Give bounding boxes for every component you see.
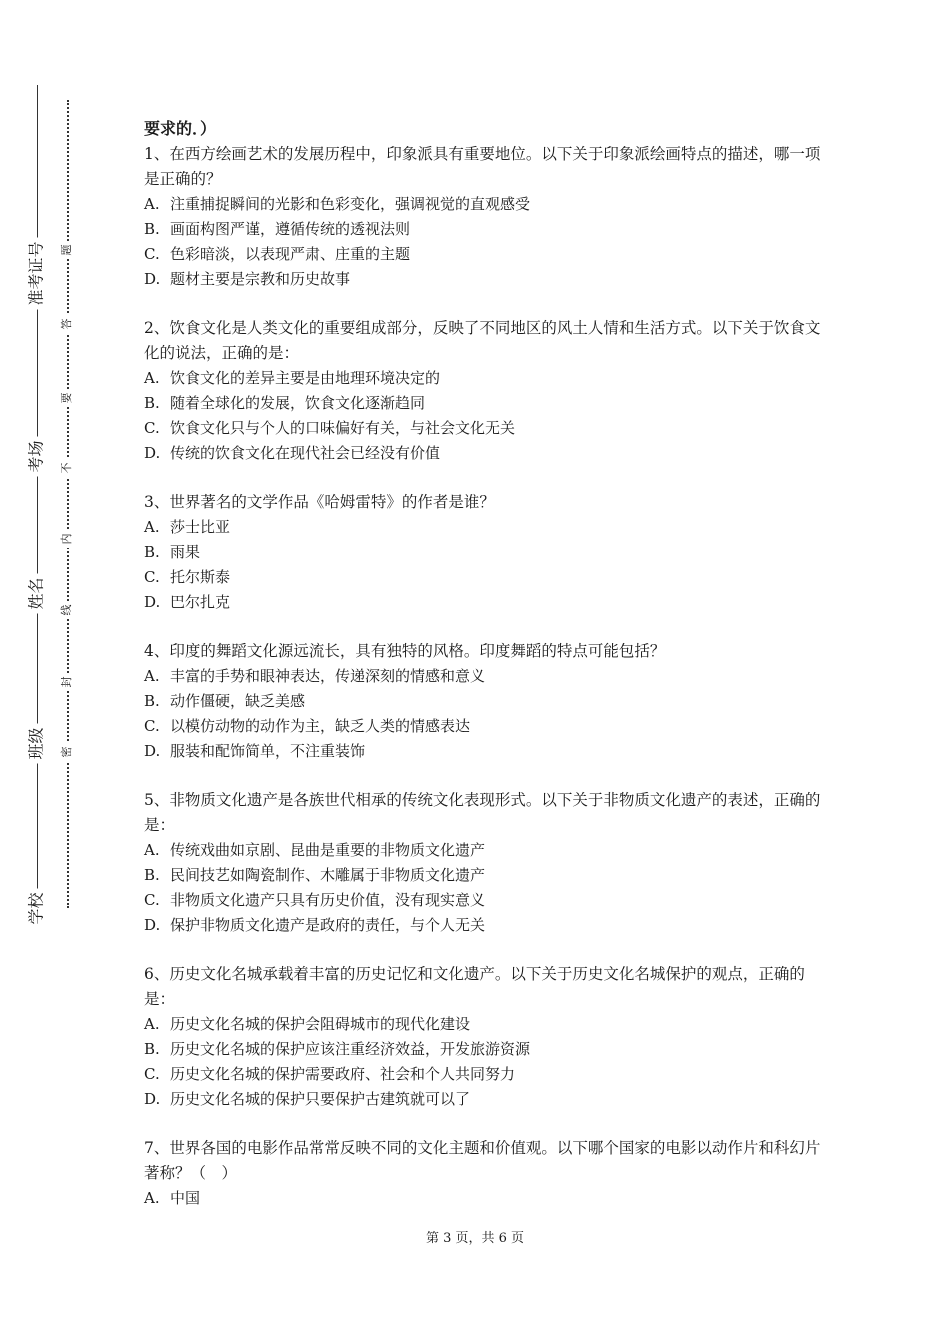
option-d bbox=[144, 1087, 824, 1112]
option-text: 雨果 bbox=[170, 543, 201, 561]
option-text: 丰富的手势和眼神表达，传递深刻的情感和意义 bbox=[170, 667, 486, 685]
seal-char: 封 bbox=[61, 673, 73, 691]
option-letter: A. bbox=[144, 369, 160, 387]
option-text: 饮食文化的差异主要是由地理环境决定的 bbox=[170, 369, 441, 387]
option-d bbox=[144, 913, 824, 938]
binding-dotted-line bbox=[67, 100, 69, 908]
option-letter: C. bbox=[144, 891, 160, 909]
option-letter: A. bbox=[144, 667, 160, 685]
option-letter: C. bbox=[144, 419, 160, 437]
option-letter: D. bbox=[144, 1090, 161, 1108]
question-stem: 5、非物质文化遗产是各族世代相承的传统文化表现形式。以下关于非物质文化遗产的表述，正确的是： bbox=[144, 791, 821, 834]
option-text: 色彩暗淡，以表现严肃、庄重的主题 bbox=[170, 245, 411, 263]
option-text: 历史文化名城的保护应该注重经济效益，开发旅游资源 bbox=[170, 1040, 531, 1058]
section-title: 要求的．） bbox=[144, 119, 217, 138]
field-label-exam-room: 考场 bbox=[28, 437, 45, 477]
option-c bbox=[144, 714, 824, 739]
option-letter: D. bbox=[144, 270, 161, 288]
option-a bbox=[144, 366, 824, 391]
option-b bbox=[144, 1037, 824, 1062]
binding-solid-line bbox=[37, 85, 38, 925]
option-letter: B. bbox=[144, 394, 160, 412]
option-letter: B. bbox=[144, 692, 160, 710]
option-text: 民间技艺如陶瓷制作、木雕属于非物质文化遗产 bbox=[170, 866, 486, 884]
field-label-name: 姓名 bbox=[28, 574, 45, 614]
option-letter: B. bbox=[144, 1040, 160, 1058]
option-d bbox=[144, 441, 824, 466]
option-a bbox=[144, 1186, 824, 1211]
option-text: 饮食文化只与个人的口味偏好有关，与社会文化无关 bbox=[170, 419, 516, 437]
question-1 bbox=[144, 142, 824, 292]
page-footer: 第 3 页，共 6 页 bbox=[425, 1231, 525, 1246]
option-text: 历史文化名城的保护只要保护古建筑就可以了 bbox=[170, 1090, 471, 1108]
option-text: 莎士比亚 bbox=[170, 518, 231, 536]
question-stem: 6、历史文化名城承载着丰富的历史记忆和文化遗产。以下关于历史文化名城保护的观点，正确的是： bbox=[144, 965, 805, 1008]
field-label-exam-number: 准考证号 bbox=[28, 238, 45, 310]
option-b bbox=[144, 689, 824, 714]
seal-char: 要 bbox=[61, 389, 73, 407]
option-d bbox=[144, 267, 824, 292]
question-2 bbox=[144, 316, 824, 466]
question-stem: 7、世界各国的电影作品常常反映不同的文化主题和价值观。以下哪个国家的电影以动作片和科幻片著称？（ ） bbox=[144, 1139, 821, 1182]
question-7 bbox=[144, 1136, 824, 1211]
field-label-class: 班级 bbox=[28, 724, 45, 764]
option-letter: A. bbox=[144, 841, 160, 859]
option-b bbox=[144, 391, 824, 416]
field-label-school: 学校 bbox=[28, 889, 45, 929]
option-a bbox=[144, 838, 824, 863]
option-text: 巴尔扎克 bbox=[170, 593, 231, 611]
option-text: 画面构图严谨，遵循传统的透视法则 bbox=[170, 220, 411, 238]
seal-char: 线 bbox=[61, 601, 73, 619]
option-text: 非物质文化遗产只具有历史价值，没有现实意义 bbox=[170, 891, 486, 909]
option-text: 历史文化名城的保护需要政府、社会和个人共同努力 bbox=[170, 1065, 516, 1083]
option-text: 以模仿动物的动作为主，缺乏人类的情感表达 bbox=[170, 717, 471, 735]
option-text: 保护非物质文化遗产是政府的责任，与个人无关 bbox=[170, 916, 486, 934]
option-letter: A. bbox=[144, 1015, 160, 1033]
option-text: 动作僵硬，缺乏美感 bbox=[170, 692, 306, 710]
option-b bbox=[144, 217, 824, 242]
option-b bbox=[144, 540, 824, 565]
option-text: 托尔斯泰 bbox=[170, 568, 231, 586]
option-c bbox=[144, 416, 824, 441]
option-letter: A. bbox=[144, 518, 160, 536]
question-stem: 4、印度的舞蹈文化源远流长，具有独特的风格。印度舞蹈的特点可能包括？ bbox=[144, 642, 666, 660]
seal-char: 答 bbox=[61, 315, 73, 333]
seal-char: 内 bbox=[61, 530, 73, 548]
option-c bbox=[144, 565, 824, 590]
question-stem: 3、世界著名的文学作品《哈姆雷特》的作者是谁？ bbox=[144, 493, 495, 511]
question-stem: 2、饮食文化是人类文化的重要组成部分，反映了不同地区的风土人情和生活方式。以下关于饮食文化的说法，正确的是： bbox=[144, 319, 821, 362]
option-c bbox=[144, 1062, 824, 1087]
option-text: 题材主要是宗教和历史故事 bbox=[170, 270, 351, 288]
option-a bbox=[144, 515, 824, 540]
option-text: 中国 bbox=[170, 1189, 201, 1207]
option-letter: D. bbox=[144, 916, 161, 934]
option-a bbox=[144, 192, 824, 217]
option-d bbox=[144, 739, 824, 764]
option-letter: B. bbox=[144, 866, 160, 884]
option-letter: B. bbox=[144, 220, 160, 238]
option-c bbox=[144, 242, 824, 267]
option-letter: A. bbox=[144, 195, 160, 213]
option-letter: A. bbox=[144, 1189, 160, 1207]
option-text: 传统戏曲如京剧、昆曲是重要的非物质文化遗产 bbox=[170, 841, 486, 859]
question-stem: 1、在西方绘画艺术的发展历程中，印象派具有重要地位。以下关于印象派绘画特点的描述，哪一项是正确的？ bbox=[144, 145, 821, 188]
option-letter: D. bbox=[144, 593, 161, 611]
option-text: 传统的饮食文化在现代社会已经没有价值 bbox=[170, 444, 441, 462]
option-letter: C. bbox=[144, 568, 160, 586]
option-letter: D. bbox=[144, 742, 161, 760]
option-text: 注重捕捉瞬间的光影和色彩变化，强调视觉的直观感受 bbox=[170, 195, 531, 213]
question-4 bbox=[144, 639, 824, 764]
option-letter: D. bbox=[144, 444, 161, 462]
option-d bbox=[144, 590, 824, 615]
seal-char: 不 bbox=[61, 459, 73, 477]
option-letter: C. bbox=[144, 245, 160, 263]
option-a bbox=[144, 1012, 824, 1037]
option-text: 随着全球化的发展，饮食文化逐渐趋同 bbox=[170, 394, 426, 412]
option-text: 服装和配饰简单，不注重装饰 bbox=[170, 742, 366, 760]
seal-char: 题 bbox=[61, 241, 73, 259]
option-a bbox=[144, 664, 824, 689]
option-letter: C. bbox=[144, 717, 160, 735]
option-text: 历史文化名城的保护会阻碍城市的现代化建设 bbox=[170, 1015, 471, 1033]
question-5 bbox=[144, 788, 824, 938]
question-content bbox=[144, 116, 824, 1235]
option-c bbox=[144, 888, 824, 913]
question-6 bbox=[144, 962, 824, 1112]
option-letter: B. bbox=[144, 543, 160, 561]
option-letter: C. bbox=[144, 1065, 160, 1083]
seal-char: 密 bbox=[61, 743, 73, 761]
question-3 bbox=[144, 490, 824, 615]
option-b bbox=[144, 863, 824, 888]
